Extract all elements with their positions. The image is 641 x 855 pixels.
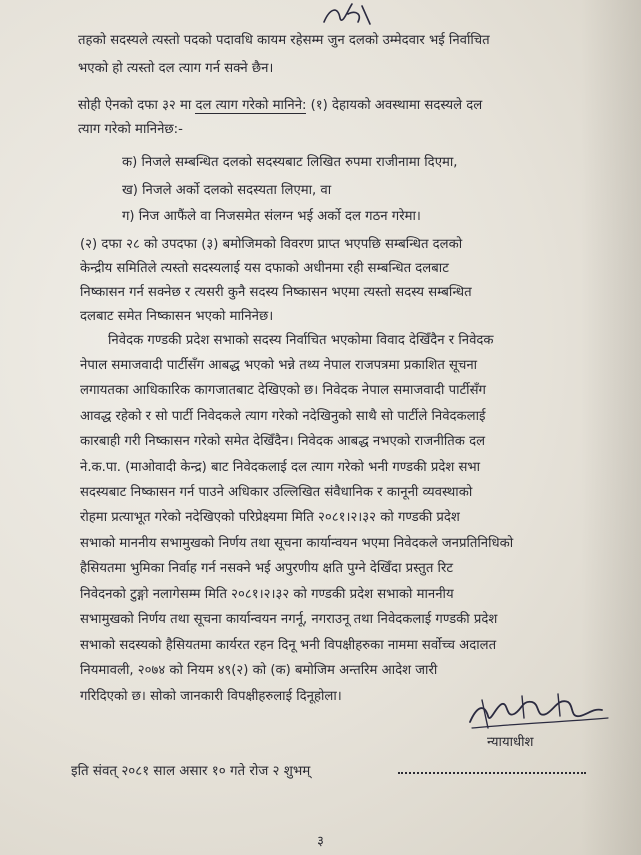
order-paragraph-line-1: निवेदक गण्डकी प्रदेश सभाको सदस्य निर्वाचित भएकोमा विवाद देखिँदैन र निवेदक [108, 333, 494, 348]
section-32-line-2: त्याग गरेको मानिनेछ:- [78, 122, 183, 137]
signature-title: न्यायाधीश [487, 735, 534, 750]
section-32-intro: सोही ऐनको दफा ३२ मा [78, 98, 196, 113]
subsection-2-line-1: (२) दफा २८ को उपदफा (३) बमोजिमको विवरण प्राप्त भएपछि सम्बन्धित दलको [80, 237, 463, 252]
subsection-2-line-4: दलबाट समेत निष्कासन भएको मानिनेछ। [80, 309, 274, 324]
section-32-heading: दल त्याग गरेको मानिने: [195, 98, 307, 113]
order-paragraph-line-8: रोहमा प्रत्याभूत गरेको नदेखिएको परिप्रेक्ष्यमा मिति २०८१।२।३२ को गण्डकी प्रदेश [80, 510, 460, 525]
order-paragraph-line-12: सभामुखको निर्णय तथा सूचना कार्यान्वयन नगर्नू, नगराउनू तथा निवेदकलाई गण्डकी प्रदेश [80, 612, 498, 627]
handwritten-top-mark [318, 0, 378, 30]
list-item-kha: ख) निजले अर्को दलको सदस्यता लिएमा, वा [122, 183, 332, 198]
paragraph-1-line-1: तहको सदस्यले त्यस्तो पदको पदावधि कायम रहेसम्म जुन दलको उम्मेदवार भई निर्वाचित [78, 33, 490, 48]
order-paragraph-line-3: लगायतका आधिकारिक कागजातबाट देखिएको छ। निवेदक नेपाल समाजवादी पार्टीसँग [80, 383, 486, 398]
order-paragraph-line-10: हैसियतमा भुमिका निर्वाह गर्न नसक्ने भई अपुरणीय क्षति पुग्ने देखिँदा प्रस्तुत रिट [80, 561, 453, 576]
paragraph-1-line-2: भएको हो त्यस्तो दल त्याग गर्न सक्ने छैन। [78, 61, 274, 76]
order-paragraph-line-9: सभाको माननीय सभामुखको निर्णय तथा सूचना कार्यान्वयन भएमा निवेदकले जनप्रतिनिधिको [80, 536, 514, 551]
list-item-ga: ग) निज आफैंले वा निजसमेत संलग्न भई अर्को दल गठन गरेमा। [122, 209, 421, 224]
page-number: ३ [317, 834, 324, 849]
section-32-line [78, 93, 482, 119]
list-item-ka: क) निजले सम्बन्धित दलको सदस्यबाट लिखित रुपमा राजीनामा दिएमा, [122, 155, 458, 170]
order-paragraph-line-2: नेपाल समाजवादी पार्टीसँग आबद्ध भएको भन्ने तथ्य नेपाल राजपत्रमा प्रकाशित सूचना [80, 358, 478, 373]
order-paragraph-line-7: सदस्यबाट निष्कासन गर्न पाउने अधिकार उल्लिखित संवैधानिक र कानूनी व्यवस्थाको [80, 485, 473, 500]
order-paragraph-line-11: निवेदनको टुङ्गो नलागेसम्म मिति २०८१।२।३२ को गण्डकी प्रदेश सभाको माननीय [80, 587, 454, 602]
order-paragraph-line-15: गरिदिएको छ। सोको जानकारी विपक्षीहरुलाई दिनूहोला। [80, 689, 342, 704]
subsection-2-line-2: केन्द्रीय समितिले त्यस्तो सदस्यलाई यस दफाको अधीनमा रही सम्बन्धित दलबाट [80, 261, 449, 276]
order-paragraph-line-5: कारबाही गरी निष्कासन गरेको समेत देखिँदैन। निवेदक आबद्ध नभएको राजनीतिक दल [80, 434, 486, 449]
subsection-2-line-3: निष्कासन गर्न सक्नेछ र त्यसरी कुनै सदस्य निष्कासन भएमा त्यस्तो सदस्य सम्बन्धित [80, 285, 472, 300]
date-line: इति संवत् २०८१ साल असार १० गते रोज २ शुभम् [71, 764, 311, 779]
order-paragraph-line-13: सभाको सदस्यको हैसियतमा कार्यरत रहन दिनू भनी विपक्षीहरुका नाममा सर्वोच्च अदालत [80, 638, 497, 653]
section-32-clause: (१) देहायको अवस्थामा सदस्यले दल [306, 98, 483, 113]
order-paragraph-line-6: ने.क.पा. (माओवादी केन्द्र) बाट निवेदकलाई दल त्याग गरेको भनी गण्डकी प्रदेश सभा [80, 460, 481, 475]
dotted-line [398, 772, 586, 774]
order-paragraph-line-14: नियमावली, २०७४ को नियम ४९(२) को (क) बमोजिम अन्तरिम आदेश जारी [80, 663, 438, 678]
judge-signature [462, 688, 612, 734]
order-paragraph-line-4: आवद्ध रहेको र सो पार्टी निवेदकले त्याग गरेको नदेखिनुको साथै सो पार्टीले निवेदकलाई [80, 409, 486, 424]
